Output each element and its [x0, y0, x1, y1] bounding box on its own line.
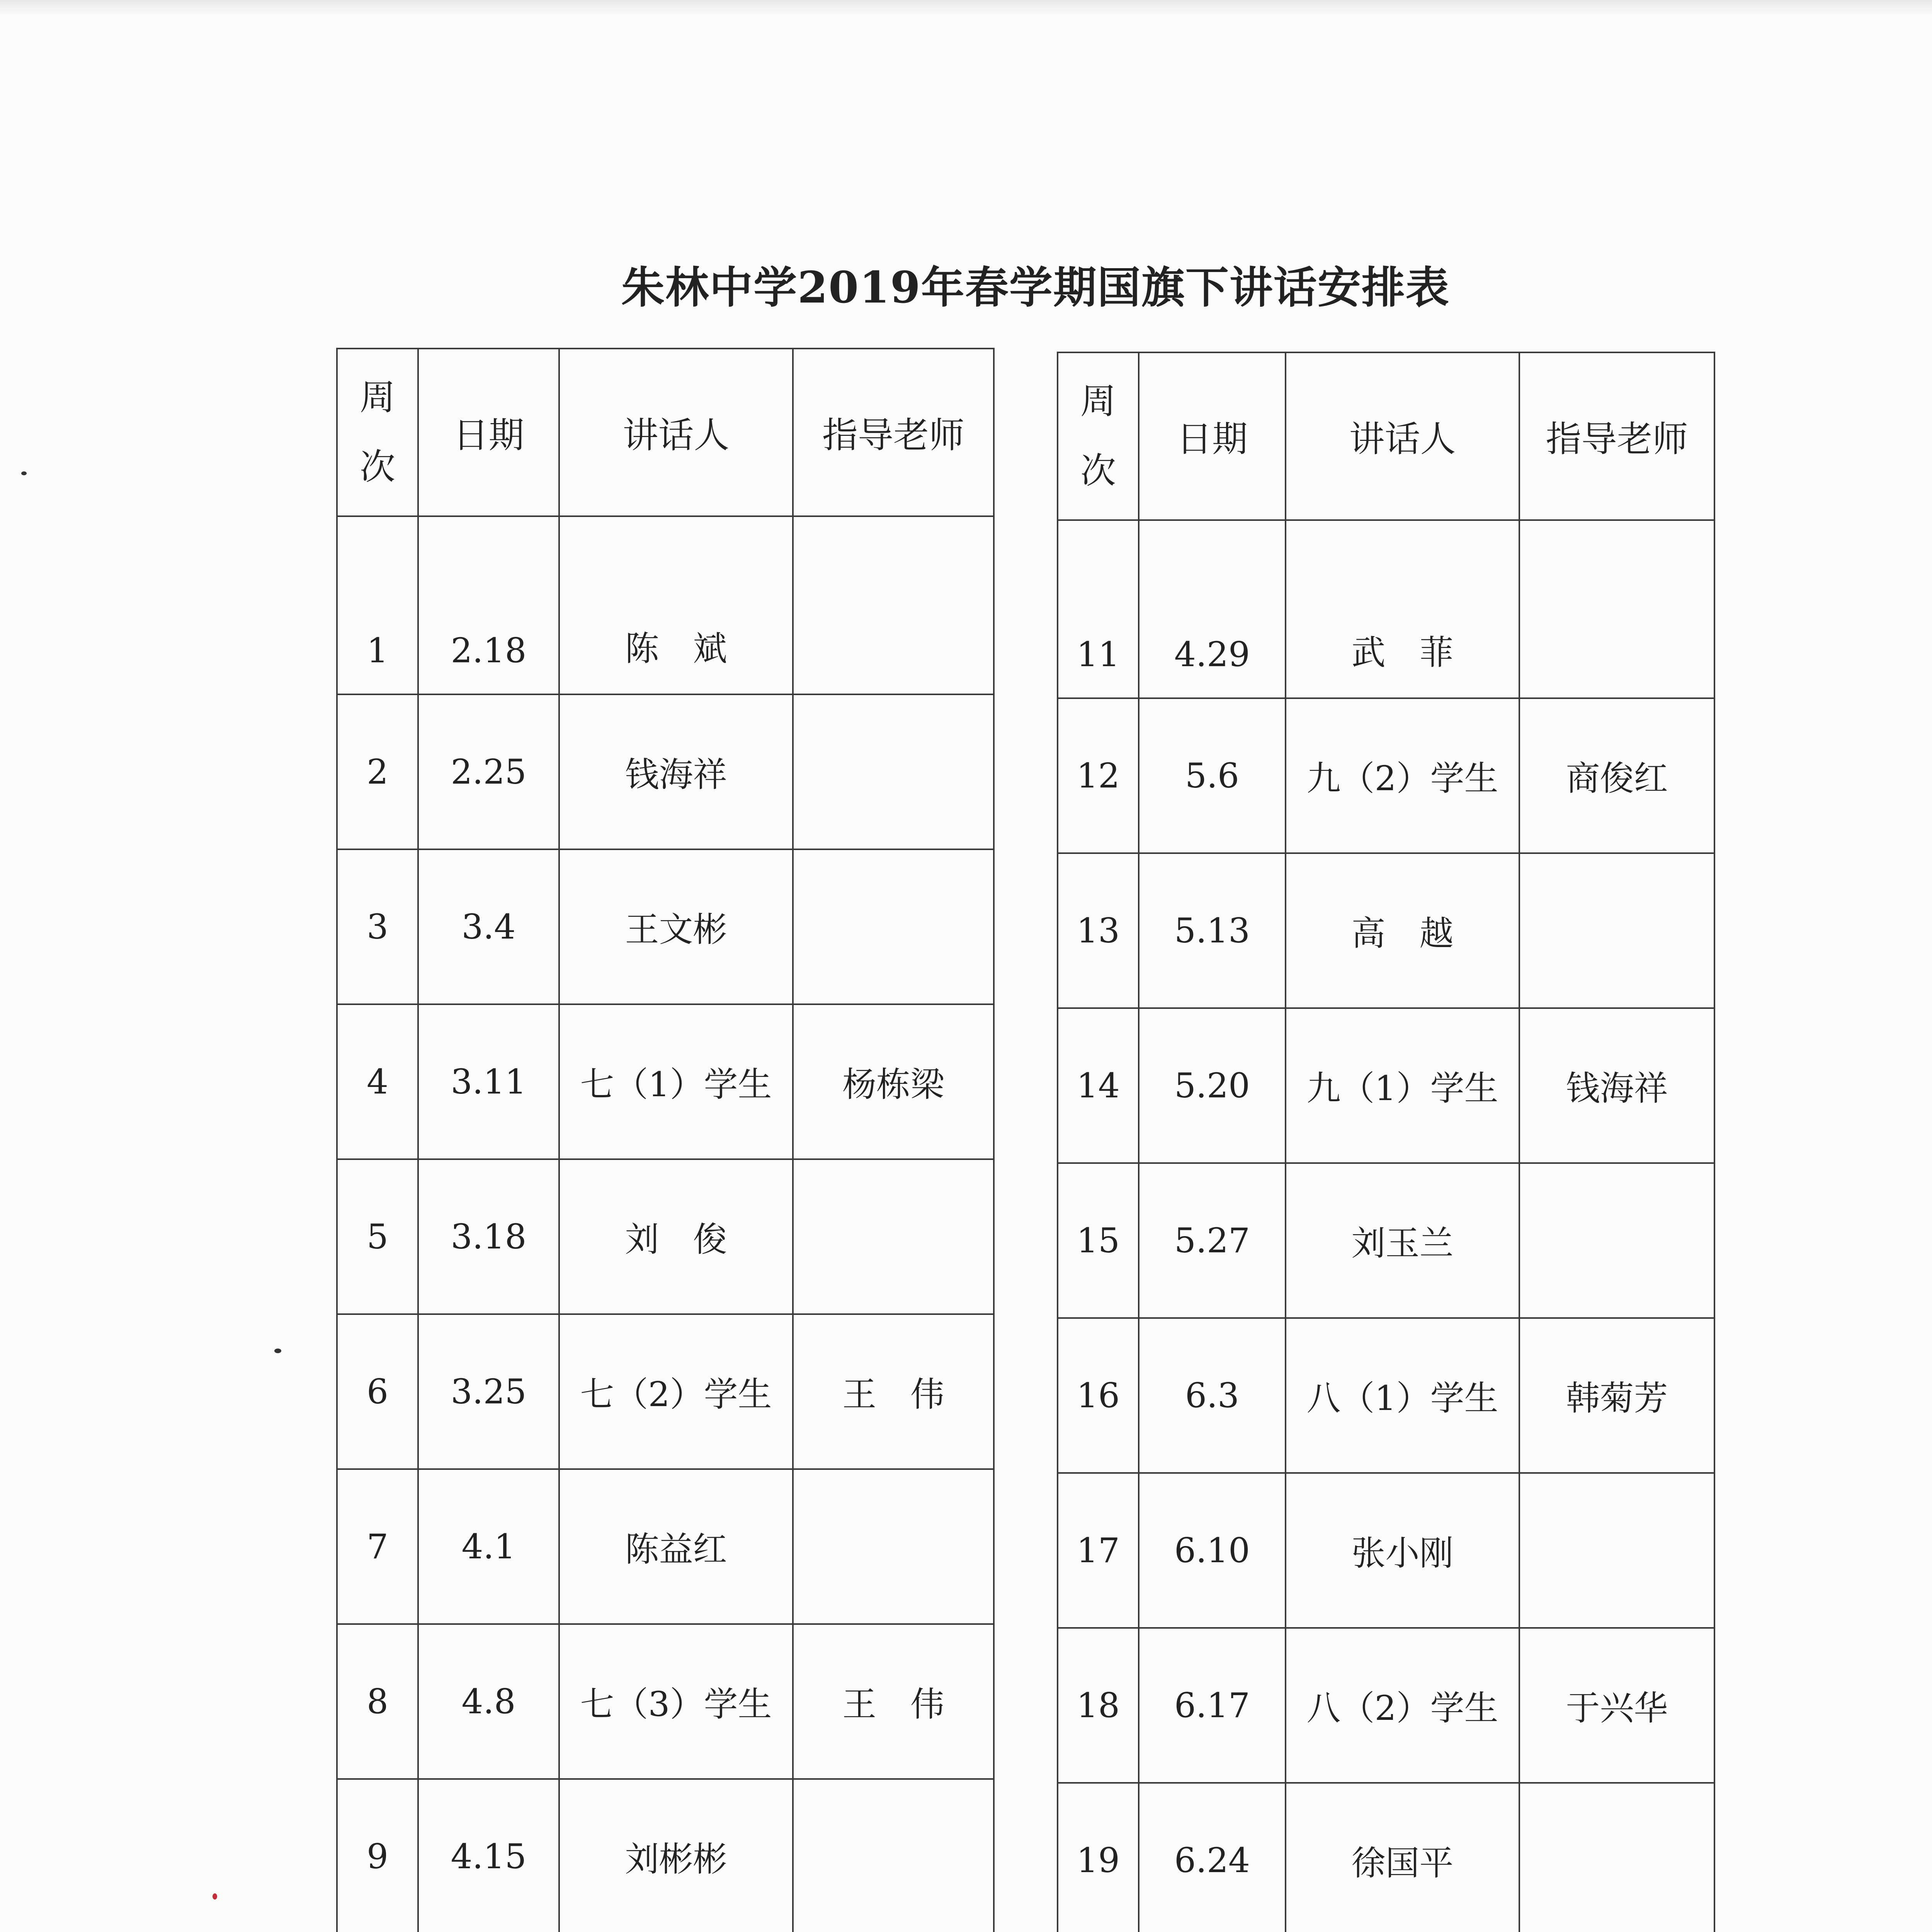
- table-row: [337, 1159, 994, 1314]
- cell-speaker: 八（2）学生: [1286, 1628, 1519, 1783]
- table-row: [337, 516, 994, 694]
- cell-week: 11: [1058, 520, 1139, 698]
- page-title: 朱林中学2019年春学期国旗下讲话安排表: [621, 262, 1450, 313]
- scan-speck: [21, 471, 27, 475]
- cell-week: 19: [1058, 1783, 1139, 1932]
- cell-teacher: [793, 1469, 994, 1624]
- cell-date: 3.11: [418, 1004, 559, 1159]
- cell-date: 3.25: [418, 1314, 559, 1469]
- scan-speck: [274, 1349, 281, 1353]
- cell-teacher: 于兴华: [1519, 1628, 1714, 1783]
- cell-speaker: 七（1）学生: [559, 1004, 793, 1159]
- table-row: [337, 1469, 994, 1624]
- cell-week: 14: [1058, 1008, 1139, 1163]
- table-header-row: [337, 349, 994, 516]
- table-row: [1058, 1008, 1714, 1163]
- cell-date: 2.18: [418, 516, 559, 694]
- cell-speaker: 陈益红: [559, 1469, 793, 1624]
- cell-speaker: 刘彬彬: [559, 1779, 793, 1932]
- header-speaker: 讲话人: [559, 349, 793, 516]
- cell-speaker: 陈 斌: [559, 516, 793, 694]
- cell-speaker: 张小刚: [1286, 1473, 1519, 1628]
- cell-teacher: 王 伟: [793, 1314, 994, 1469]
- cell-date: 6.17: [1139, 1628, 1286, 1783]
- cell-date: 4.15: [418, 1779, 559, 1932]
- cell-week: 8: [337, 1624, 418, 1779]
- cell-speaker: 徐国平: [1286, 1783, 1519, 1932]
- cell-date: 5.6: [1139, 698, 1286, 853]
- table-row: [337, 1624, 994, 1779]
- cell-teacher: [793, 849, 994, 1004]
- cell-week: 13: [1058, 853, 1139, 1008]
- cell-teacher: [793, 1779, 994, 1932]
- cell-speaker: 刘玉兰: [1286, 1163, 1519, 1318]
- header-week: 周 次: [337, 349, 418, 516]
- cell-teacher: 韩菊芳: [1519, 1318, 1714, 1473]
- cell-week: 5: [337, 1159, 418, 1314]
- table-row: [1058, 698, 1714, 853]
- header-date: 日期: [418, 349, 559, 516]
- cell-week: 9: [337, 1779, 418, 1932]
- header-week: 周 次: [1058, 352, 1139, 520]
- cell-date: 6.10: [1139, 1473, 1286, 1628]
- table-row: [1058, 1163, 1714, 1318]
- cell-date: 5.27: [1139, 1163, 1286, 1318]
- cell-teacher: [793, 1159, 994, 1314]
- cell-date: 5.20: [1139, 1008, 1286, 1163]
- cell-date: 4.29: [1139, 520, 1286, 698]
- header-date: 日期: [1139, 352, 1286, 520]
- table-row: [337, 849, 994, 1004]
- header-speaker: 讲话人: [1286, 352, 1519, 520]
- cell-teacher: [793, 694, 994, 849]
- cell-teacher: 钱海祥: [1519, 1008, 1714, 1163]
- cell-week: 17: [1058, 1473, 1139, 1628]
- cell-speaker: 王文彬: [559, 849, 793, 1004]
- schedule-table-right: [1057, 352, 1715, 1932]
- cell-date: 5.13: [1139, 853, 1286, 1008]
- cell-date: 6.24: [1139, 1783, 1286, 1932]
- cell-date: 4.8: [418, 1624, 559, 1779]
- cell-week: 12: [1058, 698, 1139, 853]
- header-teacher: 指导老师: [793, 349, 994, 516]
- cell-date: 3.18: [418, 1159, 559, 1314]
- header-teacher: 指导老师: [1519, 352, 1714, 520]
- cell-week: 3: [337, 849, 418, 1004]
- cell-speaker: 刘 俊: [559, 1159, 793, 1314]
- cell-week: 4: [337, 1004, 418, 1159]
- cell-speaker: 钱海祥: [559, 694, 793, 849]
- cell-speaker: 七（2）学生: [559, 1314, 793, 1469]
- cell-speaker: 高 越: [1286, 853, 1519, 1008]
- table-row: [337, 1004, 994, 1159]
- cell-week: 1: [337, 516, 418, 694]
- cell-speaker: 九（2）学生: [1286, 698, 1519, 853]
- table-header-row: [1058, 352, 1714, 520]
- cell-teacher: [1519, 1473, 1714, 1628]
- table-row: [1058, 853, 1714, 1008]
- cell-week: 6: [337, 1314, 418, 1469]
- cell-week: 7: [337, 1469, 418, 1624]
- cell-teacher: 杨栋梁: [793, 1004, 994, 1159]
- cell-teacher: [1519, 520, 1714, 698]
- table-row: [337, 1779, 994, 1932]
- table-row: [1058, 520, 1714, 698]
- cell-teacher: 商俊红: [1519, 698, 1714, 853]
- table-row: [1058, 1318, 1714, 1473]
- cell-date: 2.25: [418, 694, 559, 849]
- cell-speaker: 九（1）学生: [1286, 1008, 1519, 1163]
- cell-teacher: 王 伟: [793, 1624, 994, 1779]
- table-row: [1058, 1783, 1714, 1932]
- scan-top-shadow: [0, 0, 1932, 15]
- cell-date: 4.1: [418, 1469, 559, 1624]
- cell-teacher: [1519, 1783, 1714, 1932]
- cell-date: 6.3: [1139, 1318, 1286, 1473]
- table-row: [1058, 1628, 1714, 1783]
- cell-teacher: [1519, 853, 1714, 1008]
- cell-date: 3.4: [418, 849, 559, 1004]
- schedule-table-left: [336, 348, 995, 1932]
- cell-week: 18: [1058, 1628, 1139, 1783]
- cell-teacher: [793, 516, 994, 694]
- cell-week: 15: [1058, 1163, 1139, 1318]
- cell-teacher: [1519, 1163, 1714, 1318]
- cell-week: 2: [337, 694, 418, 849]
- table-row: [1058, 1473, 1714, 1628]
- cell-speaker: 八（1）学生: [1286, 1318, 1519, 1473]
- scan-speck: [213, 1893, 217, 1900]
- table-row: [337, 694, 994, 849]
- cell-speaker: 武 菲: [1286, 520, 1519, 698]
- table-row: [337, 1314, 994, 1469]
- cell-week: 16: [1058, 1318, 1139, 1473]
- cell-speaker: 七（3）学生: [559, 1624, 793, 1779]
